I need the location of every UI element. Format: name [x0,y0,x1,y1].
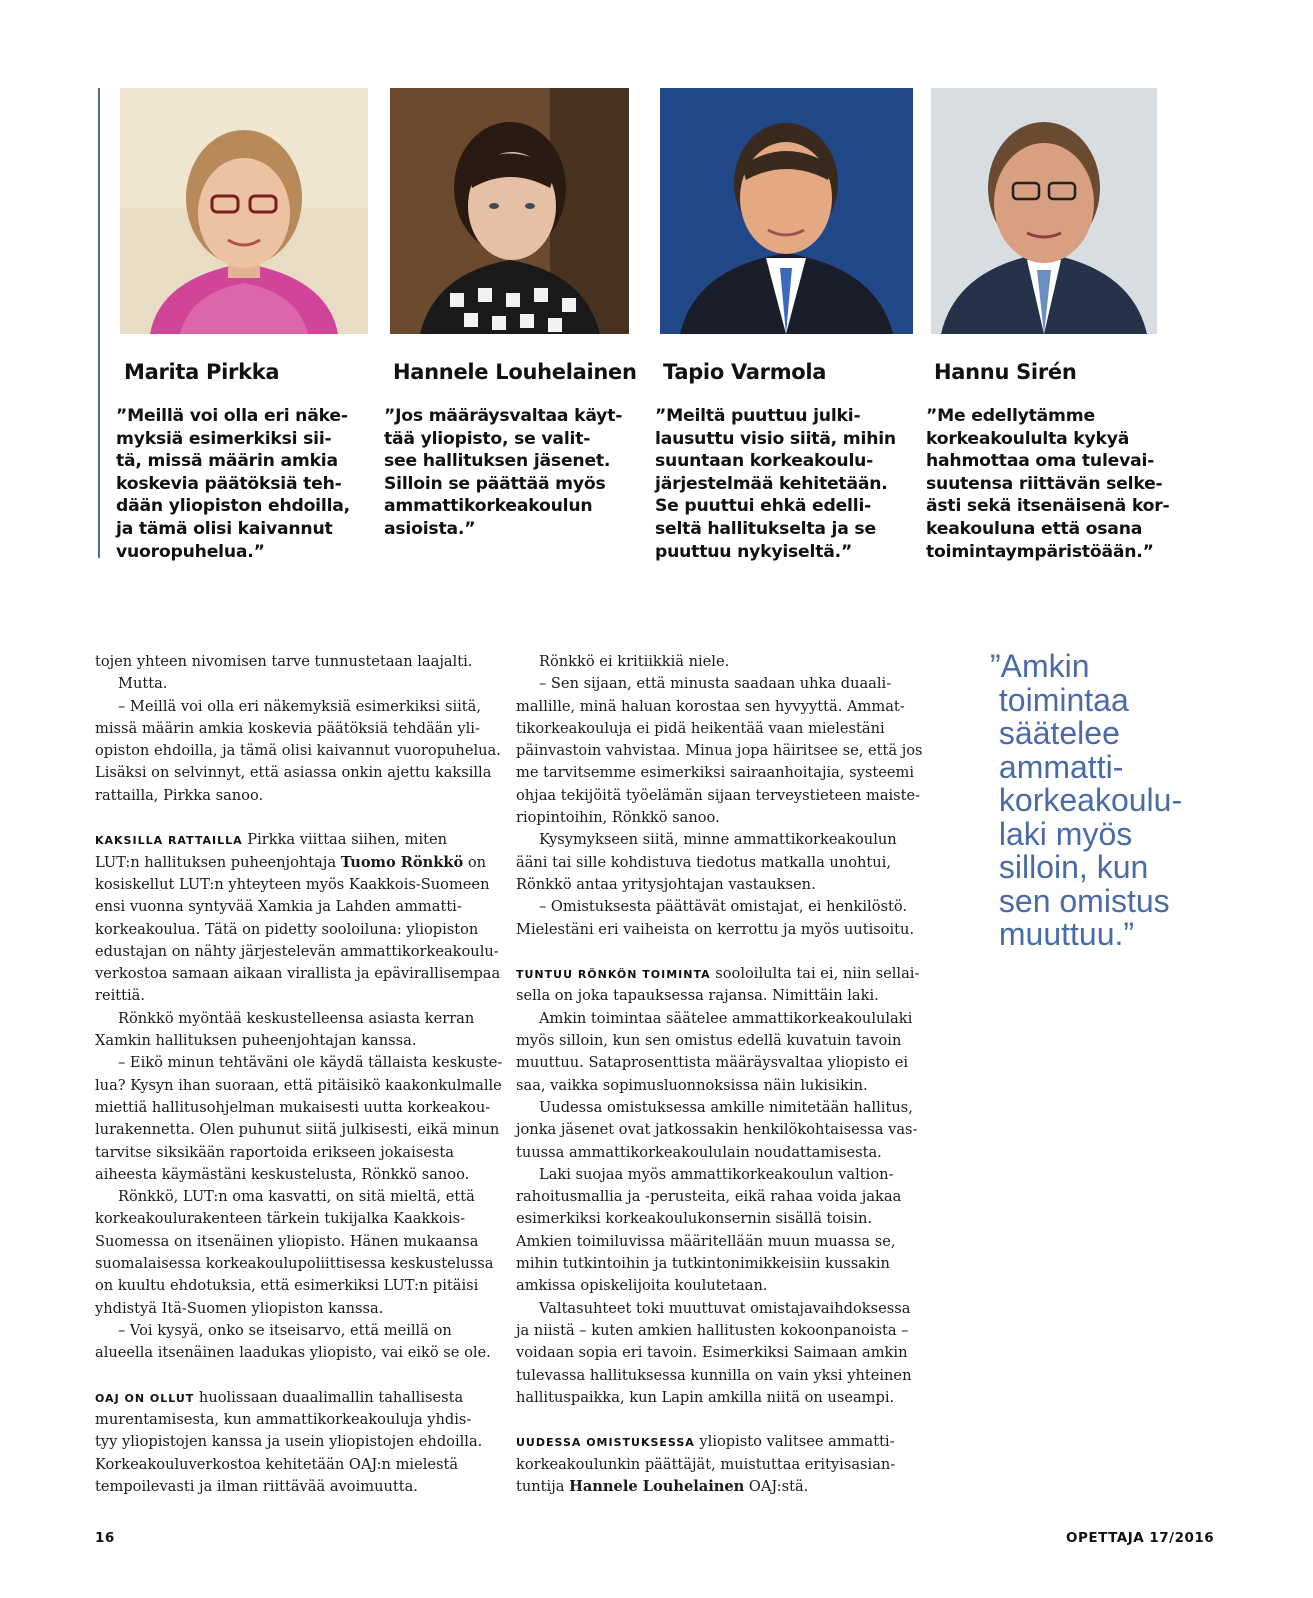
text-run: sooloilulta tai ei, niin sellai- [710,965,920,983]
text-run: kosiskellut LUT:n yhteyteen myös Kaakkois-Suomeen [95,875,490,893]
text-line [95,1387,495,1409]
text-line [95,1231,495,1253]
text-line [95,985,495,1007]
text-run: Valtasuhteet toki muuttuvat omistajavaihdoksessa [539,1299,911,1317]
text-run: tarvitse siksikään raportoida erikseen jokaisesta [95,1143,454,1161]
text-line [95,1253,495,1275]
text-run: reittiä. [95,987,146,1005]
person-name-2: Hannele Louhelainen [393,360,637,384]
text-line [516,673,916,695]
text-run: Uudessa omistuksessa amkille nimitetään hallitus, [539,1098,913,1116]
text-run: me tarvitsemme esimerkiksi sairaanhoitajia, systeemi [516,764,914,782]
text-line [516,852,916,874]
text-line [95,1298,495,1320]
text-line [95,1075,502,1097]
text-line [516,807,916,829]
text-line [95,1409,495,1431]
bold-person-name: Tuomo Rönkkö [340,853,464,871]
text-run: tuntija [516,1477,570,1495]
text-run: mallille, minä haluan korostaa sen hyvyyttä. Ammat- [516,697,905,715]
text-line [516,1454,916,1476]
text-line [95,941,499,963]
text-run: yliopisto valitsee ammatti- [694,1433,895,1451]
text-run: Rönkkö myöntää keskustelleensa asiasta kerran [118,1009,475,1027]
text-line [95,1208,495,1230]
text-run: – Omistuksesta päättävät omistajat, ei henkilöstö. [539,898,908,916]
text-line [95,1342,495,1364]
text-run: mihin tutkintoihin ja tutkintonimikkeisiin kussakin [516,1255,890,1273]
person-quote-1: ”Meillä voi olla eri näke- myksiä esimerkiksi sii- tä, missä määrin amkia koskevia päätöksiä teh- dään yliopiston ehdoilla, ja tämä olisi kaivannut vuoropuhelua.” [116,406,350,562]
text-line [516,1320,916,1342]
text-run: rahoitusmallia ja -perusteita, eikä rahaa voida jakaa [516,1188,902,1206]
section-lead-in: TUNTUU RÖNKÖN TOIMINTA [516,968,711,982]
text-run: Kysymykseen siitä, minne ammattikorkeakoulun [539,831,897,849]
text-line [516,1208,916,1230]
text-run: tulevassa hallituksessa kunnilla on vain yksi yhteinen [516,1366,912,1384]
text-run: hallituspaikka, kun Lapin amkilla niitä on useampi. [516,1388,895,1406]
vertical-accent-rule [98,88,100,558]
text-line [95,696,495,718]
text-run: ensi vuonna syntyvää Xamkia ja Lahden ammatti- [95,898,462,916]
text-line [95,1142,495,1164]
text-line [95,852,495,874]
text-line [516,1030,916,1052]
text-run: edustajan on nähty järjestelevän ammattikorkeakoulu- [95,942,499,960]
text-line [516,985,916,1007]
text-line [516,696,916,718]
text-line [516,1275,916,1297]
text-run: voidaan sopia eri tavoin. Esimerkiksi Saimaan amkin [516,1344,908,1362]
text-line [95,1097,495,1119]
text-line [516,1298,916,1320]
text-run: Korkeakouluverkostoa kehitetään OAJ:n mielestä [95,1455,459,1473]
text-line [516,1476,916,1498]
text-run: päinvastoin vahvistaa. Minua jopa häiritsee se, että jos [516,742,923,760]
text-line [95,1476,495,1498]
bold-person-name: Hannele Louhelainen [569,1477,745,1495]
person-quote-4: ”Me edellytämme korkeakoululta kykyä hahmottaa oma tulevai- suutensa riittävän selke- ästi sekä itsenäisenä kor- keakouluna että osana toimintaympäristöään.” [926,406,1170,562]
text-run: tempoilevasti ja ilman riittävää avoimuutta. [95,1477,418,1495]
text-line [95,1008,495,1030]
paragraph-gap [95,807,495,829]
text-run: – Voi kysyä, onko se itseisarvo, että meillä on [118,1321,452,1339]
text-line [516,1365,916,1387]
text-line [516,1075,916,1097]
pull-quote: ”Amkin toimintaa säätelee ammatti- korkeakoulu- laki myös silloin, kun sen omistus muuttuu.” [990,648,1183,952]
text-line [516,1342,916,1364]
publication-issue: OPETTAJA 17/2016 [1066,1530,1215,1546]
text-line [95,1119,500,1141]
text-line [95,829,495,851]
page-number: 16 [95,1530,115,1546]
text-line [516,896,916,918]
text-run: LUT:n hallituksen puheenjohtaja [95,853,341,871]
person-name-1: Marita Pirkka [124,360,280,384]
text-line [516,1431,916,1453]
text-run: ohjaa tekijöitä työelämän sijaan terveystieteen maiste- [516,786,921,804]
text-line [95,896,495,918]
text-run: amkissa opiskelijoita koulutetaan. [516,1277,768,1295]
text-line [95,718,495,740]
text-line [516,1119,916,1141]
text-line [95,963,501,985]
text-run: Lisäksi on selvinnyt, että asiassa onkin ajettu kaksilla [95,764,492,782]
text-run: riopintoihin, Rönkkö sanoo. [516,809,720,827]
text-run: on kuultu ehdotuksia, että esimerkiksi LUT:n pitäisi [95,1277,479,1295]
text-run: alueella itsenäinen laadukas yliopisto, vai eikö se ole. [95,1344,491,1362]
section-lead-in: OAJ ON OLLUT [95,1391,195,1405]
section-lead-in: KAKSILLA RATTAILLA [95,834,243,848]
text-run: rattailla, Pirkka sanoo. [95,786,264,804]
text-run: korkeakoulua. Tätä on pidetty sooloiluna: yliopiston [95,920,479,938]
text-line [516,829,916,851]
text-line [516,651,916,673]
text-line [95,874,495,896]
text-line [95,1030,495,1052]
text-run: Rönkkö, LUT:n oma kasvatti, on sitä mieltä, että [118,1188,475,1206]
text-run: muuttuu. Sataprosenttista määräysvaltaa yliopisto ei [516,1054,909,1072]
text-line [95,919,495,941]
text-line [516,762,916,784]
text-run: aiheesta käymästäni keskustelusta, Rönkkö sanoo. [95,1165,470,1183]
text-run: suomalaisessa korkeakoulupoliittisessa keskustelussa [95,1255,494,1273]
text-run: saa, vaikka sopimusluonnoksissa näin lukisikin. [516,1076,868,1094]
portrait-tapio-varmola [660,88,913,334]
text-run: Pirkka viittaa siihen, miten [242,831,448,849]
text-line [516,1164,916,1186]
text-run: Mutta. [118,675,168,693]
text-line [95,1454,495,1476]
text-line [516,1142,916,1164]
text-run: – Eikö minun tehtäväni ole käydä tällaista keskuste- [118,1054,503,1072]
text-line [516,718,916,740]
text-line [516,1052,916,1074]
text-run: huolissaan duaalimallin tahallisesta [194,1388,464,1406]
paragraph-gap [95,1365,495,1387]
text-run: tyy yliopistojen kanssa ja usein yliopistojen ehdoilla. [95,1433,483,1451]
text-run: Mielestäni eri vaiheista on kerrottu ja myös uutisoitu. [516,920,915,938]
person-quote-2: ”Jos määräysvaltaa käyt- tää yliopisto, se valit- see hallituksen jäsenet. Silloin se päättää myös ammattikorkeakoulun asioista.” [384,406,623,539]
text-run: korkeakoulunkin päättäjät, muistuttaa erityisasian- [516,1455,896,1473]
text-run: jonka jäsenet ovat jatkossakin henkilökohtaisessa vas- [516,1121,918,1139]
article-column-1 [95,651,503,1498]
text-run: Suomessa on itsenäinen yliopisto. Hänen mukaansa [95,1232,479,1250]
article-column-2 [516,651,923,1498]
text-run: korkeakoulurakenteen tärkein tukijalka Kaakkois- [95,1210,466,1228]
text-run: Rönkkö ei kritiikkiä niele. [539,653,730,670]
text-line [95,740,501,762]
paragraph-gap [516,941,916,963]
text-line [95,762,495,784]
text-line [95,1320,495,1342]
person-quote-3: ”Meiltä puuttuu julki- lausuttu visio siitä, mihin suuntaan korkeakoulu- järjestelmää kehitetään. Se puuttui ehkä edelli- seltä hallitukselta ja se puuttuu nykyiseltä.” [655,406,896,562]
text-run: verkostoa samaan aikaan virallista ja epävirallisempaa [95,965,501,983]
text-run: ääni tai sille kohdistuva tiedotus matkalla unohtui, [516,853,891,871]
text-line [95,1186,495,1208]
text-run: – Sen sijaan, että minusta saadaan uhka duaali- [539,675,892,693]
text-run: esimerkiksi korkeakoulukonsernin sisällä toisin. [516,1210,873,1228]
text-run: OAJ:stä. [744,1477,809,1495]
text-line [516,1008,916,1030]
text-line [95,1164,495,1186]
text-run: ja niistä – kuten amkien hallitusten kokoonpanoista – [516,1321,909,1339]
text-run: yhdistyä Itä-Suomen yliopiston kanssa. [95,1299,384,1317]
text-run: missä määrin amkia koskevia päätöksiä tehdään yli- [95,719,480,737]
text-run: sella on joka tapauksessa rajansa. Nimittäin laki. [516,987,879,1005]
text-line [95,1431,495,1453]
text-run: Amkin toimintaa säätelee ammattikorkeakoululaki [539,1009,913,1027]
text-line [95,785,495,807]
text-run: tuussa ammattikorkeakoululain noudattamisesta. [516,1143,882,1161]
text-line [516,874,916,896]
text-run: lua? Kysyn ihan suoraan, että pitäisikö kaakonkulmalle [95,1076,502,1094]
text-line [516,1387,916,1409]
text-line [516,1253,916,1275]
text-run: Amkien toimiluvissa määritellään muun muassa se, [516,1232,896,1250]
section-lead-in: UUDESSA OMISTUKSESSA [516,1436,695,1450]
portrait-hannu-siren [931,88,1157,334]
text-line [516,1097,916,1119]
text-run: opiston ehdoilla, ja tämä olisi kaivannut vuoropuhelua. [95,742,501,760]
text-run: miettiä hallitusohjelman mukaisesti uutta korkeakou- [95,1098,491,1116]
text-line [95,1052,503,1074]
text-run: tikorkeakouluja ei pidä heikentää vaan mielestäni [516,719,885,737]
text-run: on [463,853,487,871]
text-line [516,1186,916,1208]
text-run: lurakennetta. Olen puhunut siitä julkisesti, eikä minun [95,1121,500,1139]
text-line [516,919,916,941]
text-line [95,1275,495,1297]
text-line [516,740,923,762]
text-run: tojen yhteen nivomisen tarve tunnustetaan laajalti. [95,653,473,670]
text-run: myös silloin, kun sen omistus edellä kuvatuin tavoin [516,1032,902,1050]
text-run: murentamisesta, kun ammattikorkeakouluja yhdis- [95,1411,472,1429]
text-line [516,963,920,985]
text-line [95,673,495,695]
text-line [516,1231,916,1253]
portrait-hannele-louhelainen [390,88,629,334]
portrait-marita-pirkka [120,88,368,334]
text-run: – Meillä voi olla eri näkemyksiä esimerkiksi siitä, [118,697,481,715]
text-run: Rönkkö antaa yritysjohtajan vastauksen. [516,875,816,893]
text-run: Laki suojaa myös ammattikorkeakoulun valtion- [539,1165,894,1183]
person-name-4: Hannu Sirén [934,360,1077,384]
paragraph-gap [516,1409,916,1431]
text-line [516,785,921,807]
text-run: Xamkin hallituksen puheenjohtajan kanssa. [95,1032,417,1050]
person-name-3: Tapio Varmola [663,360,827,384]
text-line [95,651,495,673]
